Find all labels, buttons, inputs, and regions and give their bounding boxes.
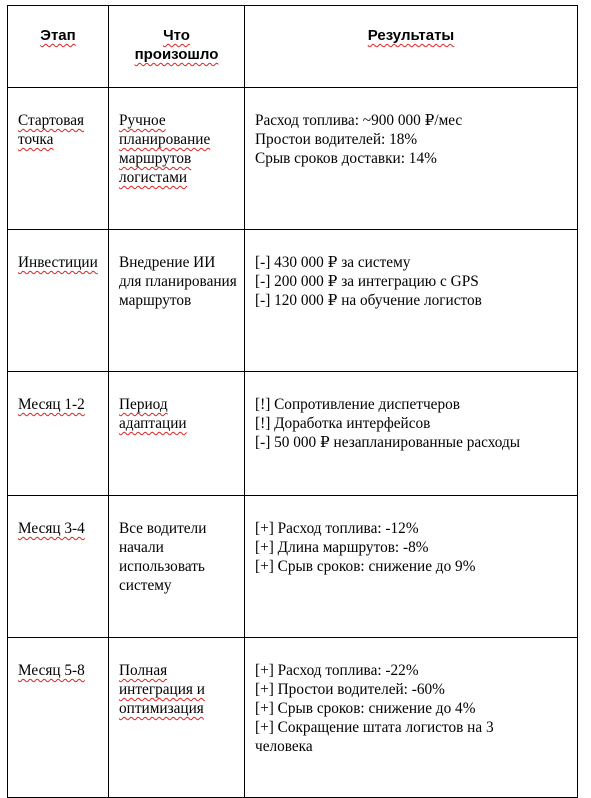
- result-line: [-] 200 000 ₽ за интеграцию с GPS: [255, 273, 479, 290]
- result-line: [!] Доработка интерфейсов: [255, 415, 431, 432]
- results-cell: [245, 372, 578, 496]
- result-line: [+] Срыв сроков: снижение до 4%: [255, 700, 476, 717]
- result-line: [-] 430 000 ₽ за систему: [255, 254, 411, 271]
- header-what-happened: Что произошло: [109, 6, 245, 88]
- what-cell: Все водители начали использовать систему: [109, 496, 245, 638]
- table-row: [8, 496, 578, 638]
- stage-cell: Месяц 1-2: [8, 372, 109, 496]
- stage-cell: Месяц 5-8: [8, 638, 109, 798]
- table-row: [8, 230, 578, 372]
- header-stage: Этап: [8, 6, 109, 88]
- result-line: [-] 120 000 ₽ на обучение логистов: [255, 292, 482, 309]
- results-table: [7, 5, 578, 798]
- table-row: [8, 638, 578, 798]
- result-line: Расход топлива: ~900 000 ₽/мес: [255, 112, 463, 129]
- result-line: [+] Сокращение штата логистов на 3: [255, 719, 494, 736]
- result-line: [+] Расход топлива: -22%: [255, 662, 419, 679]
- result-line: [+] Срыв сроков: снижение до 9%: [255, 558, 476, 575]
- what-cell: Полная интеграция и оптимизация: [109, 638, 245, 798]
- what-cell: Ручное планирование маршрутов логистами: [109, 88, 245, 230]
- stage-cell: Стартовая точка: [8, 88, 109, 230]
- result-line: [-] 50 000 ₽ незапланированные расходы: [255, 434, 521, 451]
- result-line: [!] Сопротивление диспетчеров: [255, 396, 460, 413]
- results-cell: [245, 496, 578, 638]
- result-line: [+] Простои водителей: -60%: [255, 681, 445, 698]
- table-header-row: [8, 6, 578, 88]
- result-line: Срыв сроков доставки: 14%: [255, 150, 437, 167]
- stage-cell: Инвестиции: [8, 230, 109, 372]
- stage-cell: Месяц 3-4: [8, 496, 109, 638]
- result-line: [+] Расход топлива: -12%: [255, 520, 419, 537]
- result-line: [+] Длина маршрутов: -8%: [255, 539, 429, 556]
- table-row: [8, 372, 578, 496]
- results-cell: [245, 638, 578, 798]
- results-cell: [245, 230, 578, 372]
- result-line: Простои водителей: 18%: [255, 131, 418, 148]
- results-cell: [245, 88, 578, 230]
- what-cell: Внедрение ИИ для планирования маршрутов: [109, 230, 245, 372]
- table-row: [8, 88, 578, 230]
- header-results: Результаты: [245, 6, 578, 88]
- result-line: человека: [255, 738, 313, 755]
- what-cell: Период адаптации: [109, 372, 245, 496]
